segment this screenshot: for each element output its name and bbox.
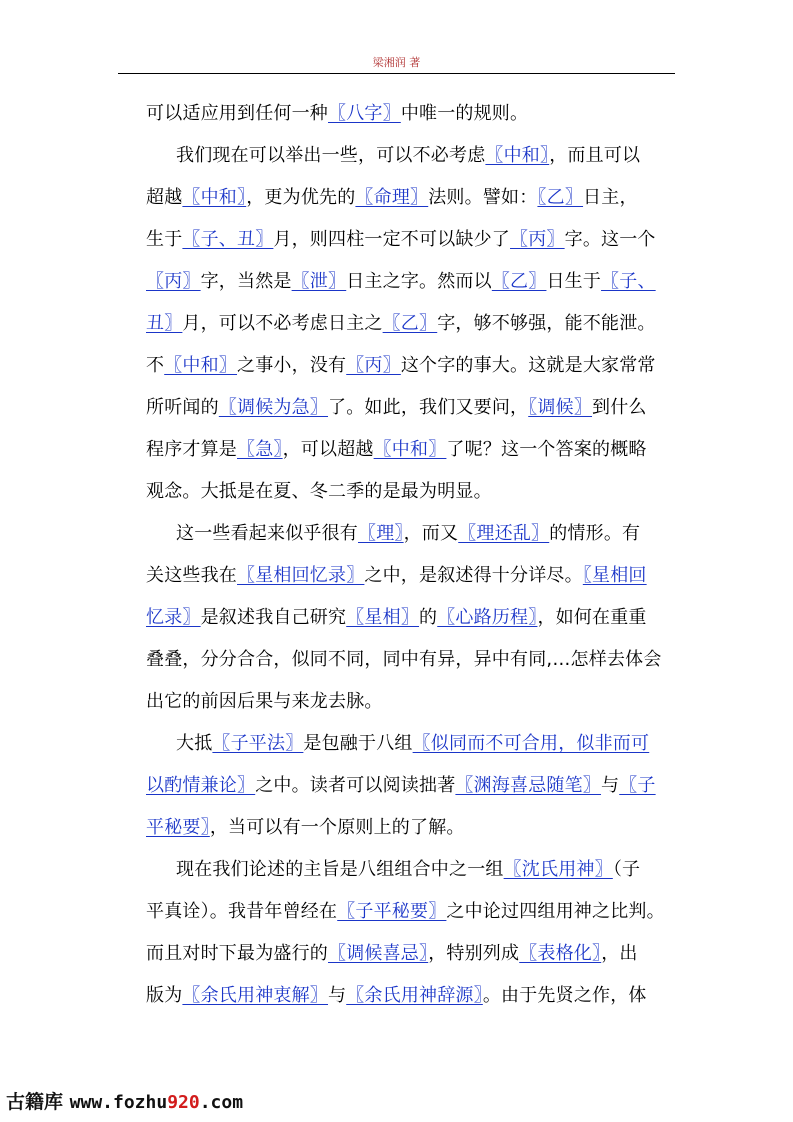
text-line [146,898,665,926]
text-run: 了呢？这一个答案的概略 [446,439,647,460]
text-line [176,520,640,548]
text-run: ，而又 [403,523,459,544]
text-run: ，特别列成 [428,943,520,964]
term-link[interactable]: 〖调候喜忌〗 [328,943,429,964]
term-link[interactable]: 平秘要〗 [146,817,210,838]
term-link[interactable]: 〖命理〗 [355,187,429,208]
text-line [146,226,656,254]
text-run: 这个字的事大。这就是大家常常 [400,355,656,376]
text-run: ，如何在重重 [537,607,647,628]
text-line [146,688,383,716]
text-run: ，可以超越 [282,439,374,460]
text-run: 是叙述我自己研究 [200,607,347,628]
text-run: 中唯一的规则。 [400,103,529,124]
text-run: （子 [612,859,641,880]
text-run: 大抵 [176,733,213,754]
text-run: 字，当然是 [200,271,292,292]
text-run: 的 [419,607,438,628]
term-link[interactable]: 〖子 [619,775,656,796]
text-run: ，而且可以 [549,145,641,166]
text-run: 不 [146,355,165,376]
text-line [146,268,656,296]
term-link[interactable]: 〖乙〗 [491,271,547,292]
text-run: 法则。譬如： [428,187,538,208]
text-run: 叠叠，分分合合，似同不同，同中有异，异中有同,…怎样去体会 [146,649,662,670]
text-run: 可以适应用到任何一种 [146,103,328,124]
text-run: 之中，是叙述得十分详尽。 [364,565,583,586]
text-run: 现在我们论述的主旨是八组组合中之一组 [176,859,504,880]
footer-site-logo [6,1088,243,1116]
text-run: 与 [601,775,620,796]
text-line [146,562,647,590]
text-line [146,352,656,380]
text-line [146,310,656,338]
term-link[interactable]: 以酌情兼论〗 [146,775,256,796]
text-run: 之中论过四组用神之比判。 [446,901,665,922]
text-line [146,982,647,1010]
text-run: 这一些看起来似乎很有 [176,523,358,544]
term-link[interactable]: 〖乙〗 [537,187,584,208]
term-link[interactable]: 〖中和〗 [182,187,247,208]
text-run: 的情形。有 [549,523,641,544]
term-link[interactable]: 〖八字〗 [328,103,401,124]
term-link[interactable]: 〖中和〗 [373,439,447,460]
term-link[interactable]: 〖调候〗 [528,397,593,418]
text-line [146,772,656,800]
text-run: 日生于 [546,271,602,292]
term-link[interactable]: 〖泄〗 [291,271,347,292]
term-link[interactable]: 〖理〗 [358,523,404,544]
text-run: 我们现在可以举出一些，可以不必考虑 [176,145,486,166]
text-line [146,940,638,968]
text-run: ，出 [601,943,638,964]
term-link[interactable]: 〖渊海喜忌随笔〗 [455,775,602,796]
term-link[interactable]: 〖似同而不可合用，似非而可 [412,733,650,754]
text-run: 版为 [146,985,183,1006]
term-link[interactable]: 〖子平法〗 [212,733,304,754]
text-run: ，当可以有一个原则上的了解。 [209,817,465,838]
text-run: 关这些我在 [146,565,237,586]
text-line [146,814,465,842]
text-run: 。由于先贤之作，体 [482,985,647,1006]
text-run: 月，则四柱一定不可以缺少了 [273,229,511,250]
term-link[interactable]: 〖余氏用神衷解〗 [182,985,329,1006]
term-link[interactable]: 〖调候为急〗 [218,397,329,418]
footer-site-url [70,1092,243,1113]
term-link[interactable]: 〖中和〗 [485,145,550,166]
text-run: 观念。大抵是在夏、冬二季的是最为明显。 [146,481,492,502]
term-link[interactable]: 〖子、 [601,271,656,292]
text-run: 而且对时下最为盛行的 [146,943,328,964]
text-run: 日主之字。然而以 [346,271,492,292]
text-run: 程序才算是 [146,439,237,460]
term-link[interactable]: 〖星相回忆录〗 [237,565,365,586]
header-divider [118,73,675,74]
text-run: 是包融于八组 [303,733,413,754]
text-run: 超越 [146,187,183,208]
header-author: 梁湘润 著 [372,56,421,69]
text-run: 之中。读者可以阅读拙著 [255,775,456,796]
footer-url-suffix: .com [199,1092,244,1113]
text-run: ，更为优先的 [246,187,356,208]
text-line [146,604,647,632]
text-run: 字，够不够强，能不能泄。 [437,313,656,334]
text-run: 日主， [583,187,638,208]
term-link[interactable]: 〖丙〗 [146,271,201,292]
footer-url-number: 920 [167,1092,200,1113]
term-link[interactable]: 忆录〗 [146,607,201,628]
text-line [146,184,638,212]
term-link[interactable]: 〖余氏用神辞源〗 [346,985,483,1006]
text-run: 月，可以不必考虑日主之 [182,313,383,334]
term-link[interactable]: 〖沈氏用神〗 [503,859,613,880]
term-link[interactable]: 〖丙〗 [510,229,565,250]
term-link[interactable]: 〖子平秘要〗 [337,901,447,922]
text-line [146,646,662,674]
term-link[interactable]: 〖星相〗 [346,607,420,628]
text-run: 字。这一个 [564,229,656,250]
text-line [176,730,649,758]
text-line [176,142,640,170]
footer-site-name: 古籍库 [6,1091,64,1113]
term-link[interactable]: 〖理还乱〗 [458,523,550,544]
term-link[interactable]: 丑〗 [146,313,183,334]
text-line [146,100,528,128]
term-link[interactable]: 〖心路历程〗 [437,607,538,628]
text-run: 了。如此，我们又要问， [328,397,529,418]
term-link[interactable]: 〖急〗 [237,439,283,460]
term-link[interactable]: 〖乙〗 [382,313,438,334]
term-link[interactable]: 〖表格化〗 [519,943,602,964]
text-line [146,436,647,464]
text-run: 生于 [146,229,183,250]
text-run: 平真诠）。我昔年曾经在 [146,901,338,922]
term-link[interactable]: 〖星相回 [582,565,647,586]
text-run: 出它的前因后果与来龙去脉。 [146,691,383,712]
footer-url-prefix: www.fozhu [69,1092,168,1113]
text-line [176,856,640,884]
term-link[interactable]: 〖中和〗 [164,355,238,376]
text-run: 与 [328,985,347,1006]
term-link[interactable]: 〖子、丑〗 [182,229,274,250]
text-run: 所听闻的 [146,397,219,418]
text-line [146,394,647,422]
term-link[interactable]: 〖丙〗 [346,355,401,376]
text-line [146,478,492,506]
text-run: 之事小，没有 [237,355,347,376]
text-run: 到什么 [592,397,647,418]
